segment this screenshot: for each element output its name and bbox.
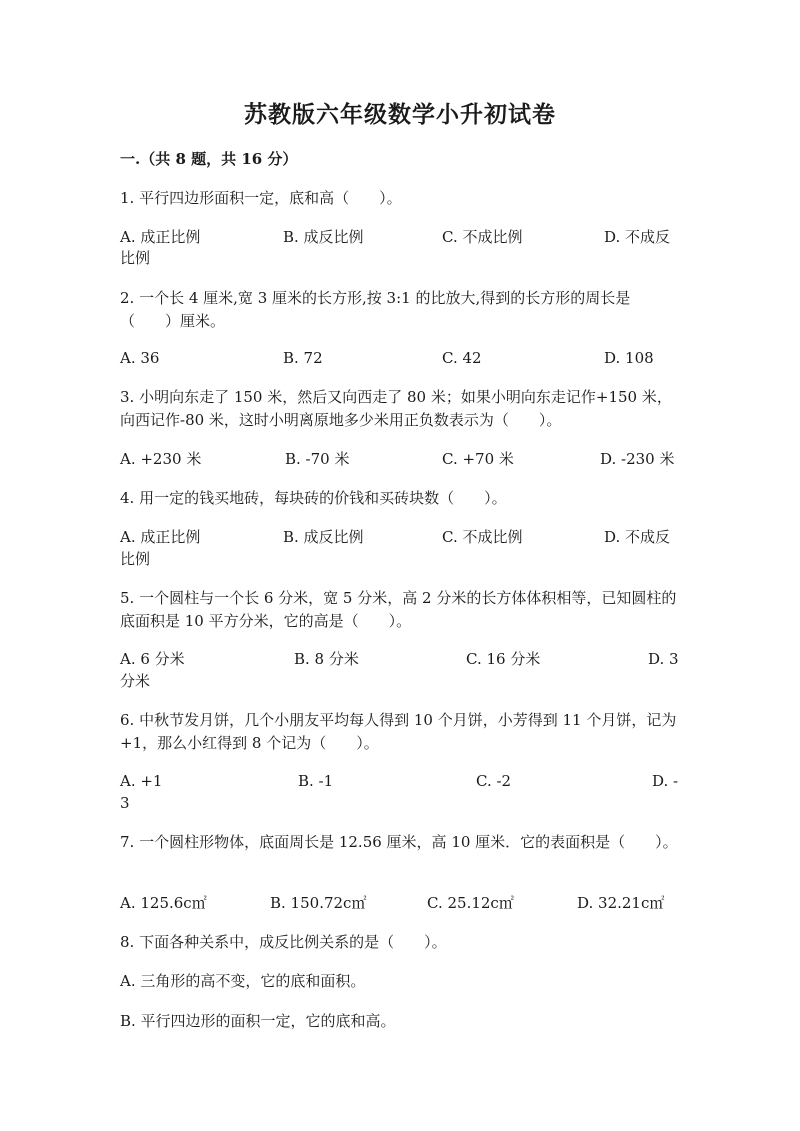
question-1-option-c: C. 不成比例: [442, 228, 523, 246]
question-6-option-a: A. +1: [120, 772, 163, 790]
question-5-option-a: A. 6 分米: [120, 650, 185, 668]
question-6-stem: 6. 中秋节发月饼，几个小朋友平均每人得到 10 个月饼，小芳得到 11 个月饼，记为+1，那么小红得到 8 个记为（ ）。: [120, 711, 677, 752]
question-5-stem: 5. 一个圆柱与一个长 6 分米，宽 5 分米，高 2 分米的长方体体积相等，已知圆柱的底面积是 10 平方分米，它的高是（ ）。: [120, 589, 677, 630]
question-1-option-d-wrap: 比例: [120, 249, 151, 267]
question-6-option-b: B. -1: [298, 772, 334, 790]
question-7-option-d: D. 32.21c㎡: [577, 894, 665, 912]
question-2-stem: 2. 一个长 4 厘米,宽 3 厘米的长方形,按 3:1 的比放大,得到的长方形的周长是（ ）厘米。: [120, 289, 631, 330]
question-8-option-a: A. 三角形的高不变，它的底和面积。: [120, 972, 366, 990]
question-6-option-d: D. -: [652, 772, 679, 790]
question-7-option-c: C. 25.12c㎡: [427, 894, 514, 912]
question-5-option-b: B. 8 分米: [294, 650, 359, 668]
question-2-option-a: A. 36: [120, 349, 160, 367]
question-2-option-d: D. 108: [604, 349, 654, 367]
question-4-option-b: B. 成反比例: [283, 528, 364, 546]
question-7-option-b: B. 150.72c㎡: [270, 894, 367, 912]
question-6-option-d-wrap: 3: [120, 794, 130, 812]
question-4-stem: 4. 用一定的钱买地砖，每块砖的价钱和买砖块数（ ）。: [120, 489, 507, 507]
section-heading: 一.（共 8 题，共 16 分）: [120, 150, 298, 168]
question-2-option-c: C. 42: [442, 349, 482, 367]
question-7-option-a: A. 125.6c㎡: [120, 894, 207, 912]
question-1-option-d: D. 不成反: [604, 228, 671, 246]
question-5-option-d: D. 3: [648, 650, 679, 668]
question-8-option-b: B. 平行四边形的面积一定，它的底和高。: [120, 1012, 396, 1030]
question-3-option-a: A. +230 米: [120, 450, 202, 468]
question-5-option-d-wrap: 分米: [120, 672, 151, 690]
question-3-option-c: C. +70 米: [442, 450, 514, 468]
question-4-option-d-wrap: 比例: [120, 550, 151, 568]
question-2-option-b: B. 72: [283, 349, 323, 367]
question-3-option-d: D. -230 米: [600, 450, 675, 468]
question-1-stem: 1. 平行四边形面积一定，底和高（ ）。: [120, 189, 402, 207]
page-title: 苏教版六年级数学小升初试卷: [244, 101, 556, 128]
question-1-option-a: A. 成正比例: [120, 228, 201, 246]
question-3-option-b: B. -70 米: [285, 450, 350, 468]
question-8-stem: 8. 下面各种关系中，成反比例关系的是（ ）。: [120, 933, 447, 951]
question-7-stem: 7. 一个圆柱形物体，底面周长是 12.56 厘米，高 10 厘米．它的表面积是（ ）。: [120, 833, 678, 851]
question-4-option-a: A. 成正比例: [120, 528, 201, 546]
question-1-option-b: B. 成反比例: [283, 228, 364, 246]
question-3-stem: 3. 小明向东走了 150 米，然后又向西走了 80 米；如果小明向东走记作+150 米，向西记作-80 米，这时小明离原地多少米用正负数表示为（ ）。: [120, 388, 672, 429]
question-5-option-c: C. 16 分米: [466, 650, 541, 668]
question-6-option-c: C. -2: [476, 772, 512, 790]
question-4-option-d: D. 不成反: [604, 528, 671, 546]
question-4-option-c: C. 不成比例: [442, 528, 523, 546]
